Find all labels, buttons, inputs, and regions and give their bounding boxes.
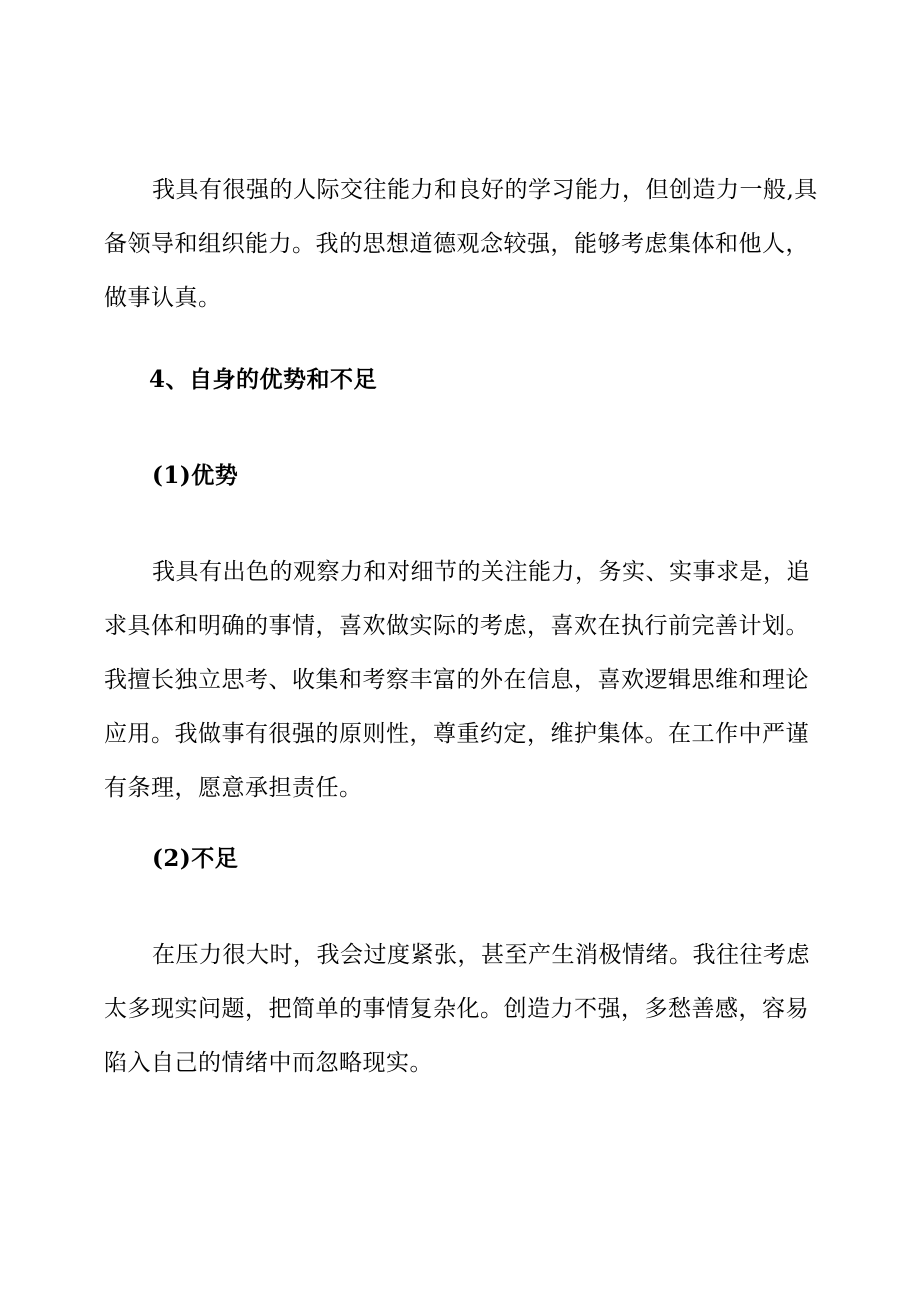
strengths-subheading: (1)优势 <box>152 462 239 489</box>
weaknesses-subheading: (2)不足 <box>152 845 239 872</box>
strengths-paragraph: 我具有出色的观察力和对细节的关注能力，务实、实事求是，追求具体和明确的事情，喜欢做实际的考虑，喜欢在执行前完善计划。我擅长独立思考、收集和考察丰富的外在信息，喜欢逻辑思维和理论应用。我做事有很强的原则性，尊重约定，维护集体。在工作中严谨有条理，愿意承担责任。 <box>104 559 810 801</box>
weaknesses-paragraph: 在压力很大时，我会过度紧张，甚至产生消极情绪。我往往考虑太多现实问题，把简单的事情复杂化。创造力不强，多愁善感，容易陷入自己的情绪中而忽略现实。 <box>104 942 810 1076</box>
section-heading: 4、自身的优势和不足 <box>149 366 378 393</box>
intro-paragraph: 我具有很强的人际交往能力和良好的学习能力，但创造力一般,具备领导和组织能力。我的思想道德观念较强，能够考虑集体和他人，做事认真。 <box>104 177 818 311</box>
